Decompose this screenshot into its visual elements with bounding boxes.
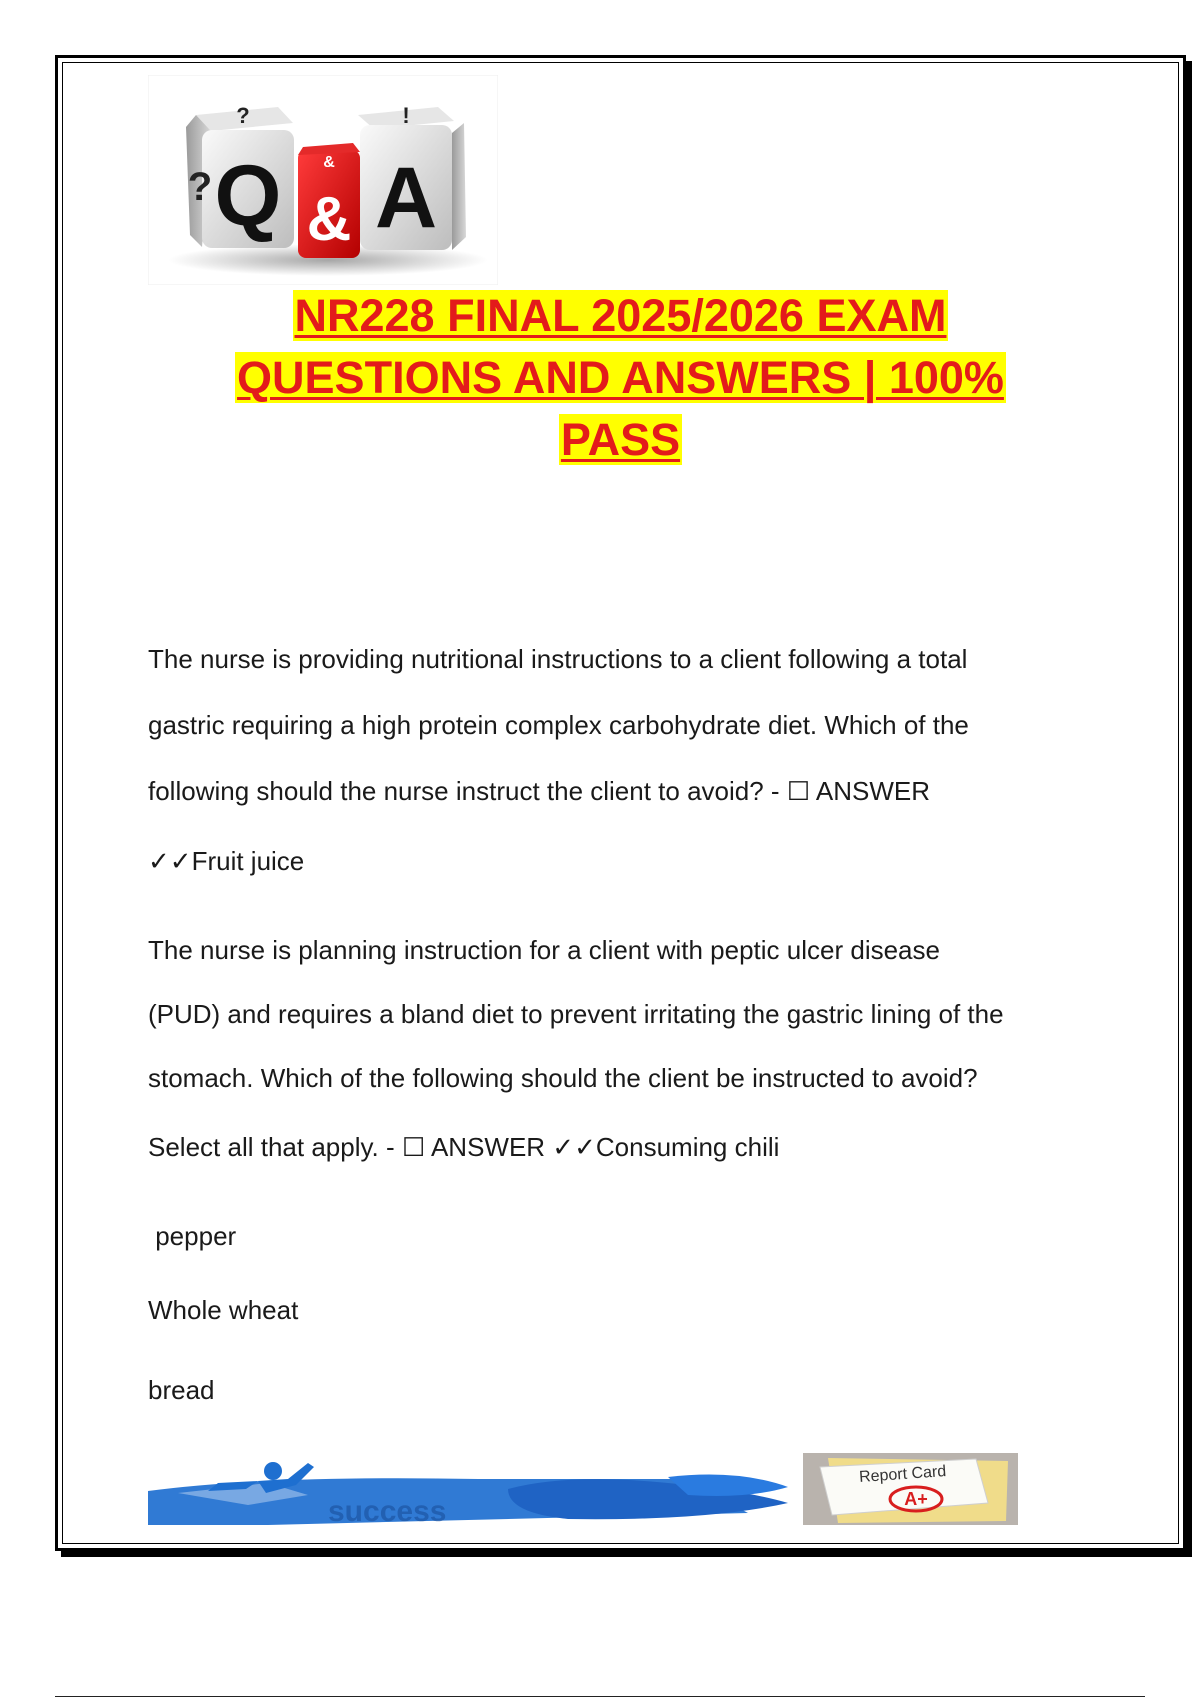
document-title [118, 285, 1123, 471]
question-2-line-1: The nurse is planning instruction for a client with peptic ulcer disease [148, 935, 940, 965]
svg-text:?: ? [236, 103, 250, 128]
report-card-icon [803, 1453, 1018, 1525]
page-bottom-rule [55, 1696, 1145, 1697]
question-2-line-2: (PUD) and requires a bland diet to prevent irritating the gastric lining of the [148, 999, 1004, 1029]
page-frame [55, 55, 1186, 1551]
qa-dice-logo [148, 75, 498, 285]
svg-text:?: ? [187, 165, 213, 209]
question-1-line-3: following should the nurse instruct the client to avoid? - ☐ ANSWER [148, 776, 931, 806]
question-2-line-4: Select all that apply. - ☐ ANSWER ✓✓Consuming chili [148, 1132, 780, 1162]
question-2-line-3: stomach. Which of the following should the client be instructed to avoid? [148, 1063, 978, 1093]
question-1-line-2: gastric requiring a high protein complex carbohydrate diet. Which of the [148, 710, 969, 740]
question-1-line-1: The nurse is providing nutritional instructions to a client following a total [148, 644, 968, 674]
svg-text:success: success [328, 1495, 447, 1528]
question-2-answer-item-continued: bread [148, 1375, 215, 1405]
question-1-answer: ✓✓Fruit juice [148, 846, 305, 876]
svg-text:&: & [306, 185, 352, 254]
report-card-title: Report Card [858, 1462, 947, 1487]
svg-text:A: A [374, 150, 438, 246]
title-line-1: NR228 FINAL 2025/2026 EXAM [294, 290, 947, 341]
svg-text:&: & [323, 154, 335, 171]
title-line-2: QUESTIONS AND ANSWERS | 100% [237, 352, 1004, 403]
success-runner-banner-icon [148, 1462, 788, 1528]
footer-banner [148, 1453, 1018, 1528]
title-line-3: PASS [560, 414, 681, 465]
question-2-answer-continued: pepper [148, 1221, 237, 1251]
report-card-grade: A+ [904, 1489, 928, 1509]
qa-dice-icon [148, 75, 498, 285]
question-2-answer-item: Whole wheat [148, 1295, 299, 1325]
svg-text:!: ! [402, 103, 410, 128]
svg-text:Q: Q [214, 148, 282, 244]
